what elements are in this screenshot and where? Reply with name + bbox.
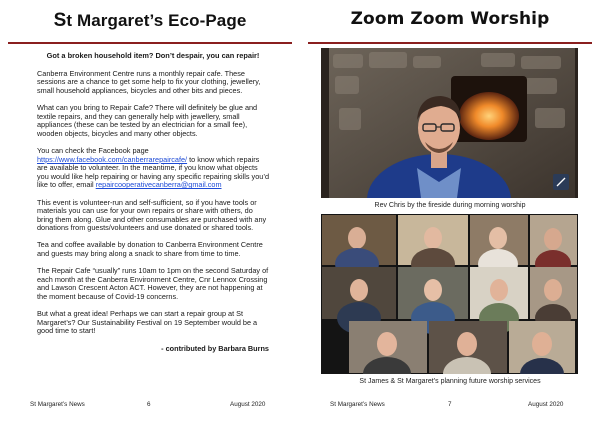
article-paragraph: Canberra Environment Centre runs a monthly repair cafe. These sessions are a chance to get some help to fix your clothing, jewellery, small household appliances, bicycles and other bits and pieces.	[37, 68, 261, 95]
title-rest: t Margaret’s Eco-Page	[66, 11, 247, 30]
footer-publication: St Margaret’s News	[30, 401, 85, 408]
article-paragraph: What can you bring to Repair Cafe? There will definitely be glue and textile repairs, and they can generally help with jewellery, small appliances (these can be tested by an electrician for a small fee), wooden objects, bicycles and many other objects.	[37, 102, 258, 138]
fireside-photo	[321, 48, 578, 198]
title-rule	[308, 42, 592, 44]
facebook-paragraph	[37, 147, 269, 190]
zoom-worship-title: Zoom Zoom Worship	[350, 9, 550, 29]
facebook-post-text: to know which repairs are available to volunteer. In the meantime, if you know what objects you would like help repairing or having any specific repairing skills you’d like to offer, email	[37, 154, 270, 190]
title-rule	[8, 42, 292, 44]
facebook-pre-text: You can check the Facebook page	[37, 145, 149, 155]
footer-date: August 2020	[528, 401, 564, 408]
article-paragraph: The Repair Cafe “usually” runs 10am to 1pm on the second Saturday of each month at the Canberra Environment Centre, Cnr Lennox Crossing and Lawson Crescent Acton ACT. However, they are not happening at the moment because of Covid-19 concerns.	[37, 266, 269, 302]
repair-cafe-article	[37, 52, 269, 353]
zoom-grid-caption: St James & St Margaret’s planning future worship services	[359, 378, 541, 385]
article-lead: Got a broken household item? Don’t despair, you can repair!	[46, 51, 260, 60]
fireside-image	[321, 48, 578, 198]
zoom-grid-photo	[321, 214, 578, 374]
article-credit: - contributed by Barbara Burns	[161, 343, 269, 353]
article-paragraph: This event is volunteer-run and self-sufficient, so if you have tools or materials you can use for your own repairs or share with others, do bring them along. Glue and other consumables are purchased with any donations from guests/volunteers and use donated or shared tools.	[37, 197, 267, 233]
right-page	[300, 0, 600, 424]
article-paragraph: But what a great idea! Perhaps we can start a repair group at St Margaret’s? Our Sustainability Festival on 19 September would be a good time to start!	[37, 309, 258, 336]
article-paragraph: Tea and coffee available by donation to Canberra Environment Centre and guests may bring along a snack to share from time to time.	[37, 240, 263, 259]
footer-page-number: 7	[448, 401, 452, 408]
facebook-link[interactable]: https://www.facebook.com/canberrarepaircafe/	[37, 154, 188, 164]
zoom-grid-image	[321, 214, 578, 374]
footer-page-number: 6	[147, 401, 151, 408]
fireside-caption: Rev Chris by the fireside during morning worship	[374, 202, 526, 209]
footer-date: August 2020	[230, 401, 266, 408]
footer-publication: St Margaret’s News	[330, 401, 385, 408]
email-link[interactable]: repaircooperativecanberra@gmail.com	[95, 180, 222, 190]
title-initial: S	[53, 10, 67, 31]
eco-page-title	[0, 10, 300, 32]
